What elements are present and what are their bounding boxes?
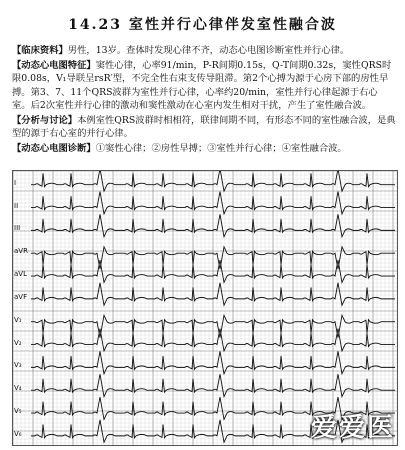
text-discussion: 本例室性QRS波群时相相符，联律间期不同，有形态不同的室性融合波，是典型的源于右心室的并行心律。 [12,115,396,140]
tag-clinical: 【临床资料】 [12,45,68,56]
watermark-logo: 爱爱医 [310,413,395,443]
para-features [12,59,396,112]
lead-label: V₄ [14,384,22,393]
ecg-strip [12,170,398,446]
lead-label: II [14,201,19,210]
lead-label: V₆ [14,429,22,438]
tag-diagnosis: 【动态心电图诊断】 [12,143,96,155]
lead-label: I [14,178,17,187]
lead-label: V₅ [14,407,22,416]
para-diagnosis [12,142,396,155]
section-title: 14.23 室性并行心律伴发室性融合波 [68,17,337,33]
text-body [12,44,396,158]
ecg-grid [13,171,397,445]
para-clinical [12,44,396,57]
text-features: 窦性心律，心率91/min，P-R间期0.15s，Q-T间期0.32s，窦性QRS时限0.08s，V₁导联呈rsR′型，不完全性右束支传导阻滞。第2个心搏为源于心房下部的房性早搏。第3、7、11个QRS波群为室性并行心律，心率约20/min，室性并行心律起源于右心室。后2次室性并行心律的激动和窦性激动在心室内发生相对干扰，产生了室性融合波。 [12,60,392,111]
text-diagnosis: ①窦性心律；②房性早搏；③室性并行心律；④室性融合波。 [95,143,347,155]
lead-label: aVR [14,247,28,256]
lead-label: III [14,224,21,233]
text-clinical: 男性，13岁。查体时发现心律不齐，动态心电图诊断室性并行心律。 [67,45,350,56]
lead-label: V₂ [14,338,22,347]
lead-label: aVL [14,270,27,279]
tag-features: 【动态心电图特征】 [12,60,96,72]
tag-discussion: 【分析与讨论】 [12,115,78,127]
lead-label: aVF [14,292,28,301]
lead-label: V₁ [14,315,22,324]
para-discussion [12,114,396,140]
lead-label: V₃ [14,361,22,370]
